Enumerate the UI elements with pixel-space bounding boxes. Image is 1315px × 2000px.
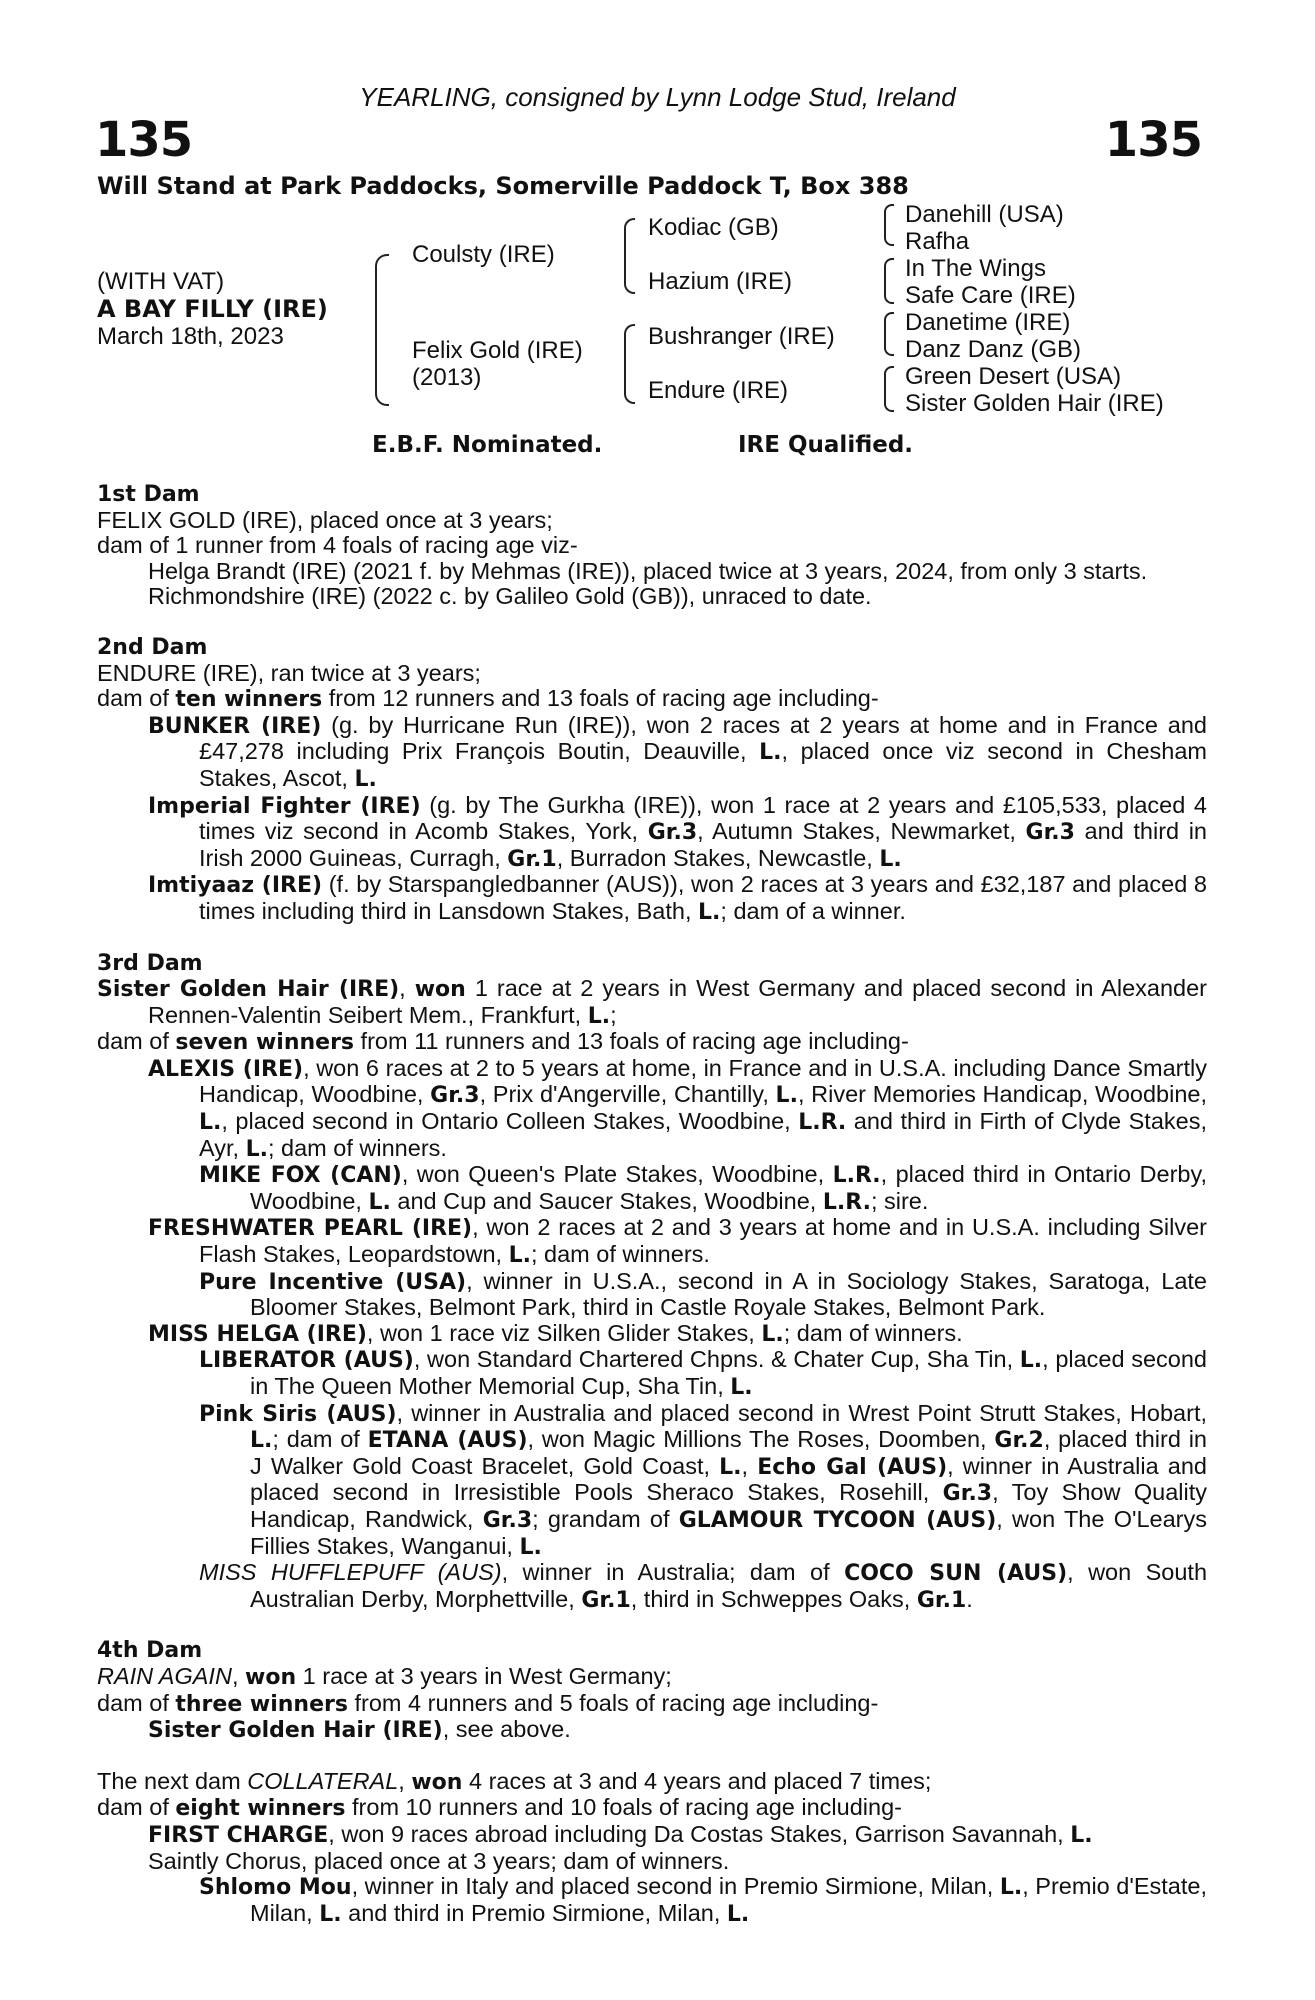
dam-name: Felix Gold (IRE) xyxy=(412,337,583,364)
dam2-runner-imperial: Imperial Fighter (IRE) (g. by The Gurkha (IRE)), won 1 race at 2 years and £105,533, placed 4 times viz second in Acomb Stakes, York, Gr.3, Autumn Stakes, Newmarket, Gr.3 and third in Irish 2000 Guineas, Curragh, Gr.1, Burradon Stakes, Newcastle, L. xyxy=(148,791,1207,872)
dam1-heading: 1st Dam xyxy=(97,482,200,507)
dam4-line1: RAIN AGAIN, won 1 race at 3 years in West Germany; xyxy=(97,1662,672,1690)
brace-ss xyxy=(884,204,894,246)
dam3-runner-liberator: LIBERATOR (AUS), won Standard Chartered Chpns. & Chater Cup, Sha Tin, L., placed second in The Queen Mother Memorial Cup, Sha Tin, L. xyxy=(199,1346,1207,1400)
dam4-heading: 4th Dam xyxy=(97,1638,203,1664)
dam3-line1: Sister Golden Hair (IRE), won 1 race at 2 years in West Germany and placed second in Alexander Rennen-Valentin Seibert Mem., Frankfurt, L.; xyxy=(97,975,1207,1029)
dam3-runner-pinksiris: Pink Siris (AUS), winner in Australia and placed second in Wrest Point Strutt Stakes, Hobart, L.; dam of ETANA (AUS), won Magic Millions The Roses, Doomben, Gr.2, placed third in J Walker Gold Coast Bracelet, Gold Coast, L., Echo Gal (AUS), winner in Australia and placed second in Irresistible Pools Sheraco Stakes, Rosehill, Gr.3, Toy Show Quality Handicap, Randwick, Gr.3; grandam of GLAMOUR TYCOON (AUS), won The O'Learys Fillies Stakes, Wanganui, L. xyxy=(199,1399,1208,1560)
dam3-heading: 3rd Dam xyxy=(97,950,203,976)
sire-dam: Hazium (IRE) xyxy=(648,268,793,295)
brace-dam xyxy=(624,324,635,404)
next-runner-shlomo: Shlomo Mou, winner in Italy and placed second in Premio Sirmione, Milan, L., Premio d'Estate, Milan, L. and third in Premio Sirmione, Milan, L. xyxy=(199,1873,1207,1927)
dam1-line1: FELIX GOLD (IRE), placed once at 3 years; xyxy=(97,506,553,533)
brace-main xyxy=(375,254,389,406)
foaling-date: March 18th, 2023 xyxy=(97,323,284,350)
next-dam-line1: The next dam COLLATERAL, won 4 races at 3 and 4 years and placed 7 times; xyxy=(97,1767,932,1795)
dds: Green Desert (USA) xyxy=(905,363,1122,390)
dam4-runner-sister: Sister Golden Hair (IRE), see above. xyxy=(148,1716,571,1744)
dam3-runner-pure: Pure Incentive (USA), winner in U.S.A., second in A in Sociology Stakes, Saratoga, Late Bloomer Stakes, Belmont Park, third in Castle Royale Stakes, Belmont Park. xyxy=(199,1267,1208,1321)
sdd: Safe Care (IRE) xyxy=(905,282,1076,309)
sss: Danehill (USA) xyxy=(905,201,1064,228)
next-dam-of: dam of eight winners from 10 runners and 10 foals of racing age including- xyxy=(97,1794,902,1822)
dam2-dam-of: dam of ten winners from 12 runners and 13 foals of racing age including- xyxy=(97,685,879,713)
dam3-runner-helga: MISS HELGA (IRE), won 1 race viz Silken Glider Stakes, L.; dam of winners. xyxy=(148,1319,963,1347)
brace-sire xyxy=(624,218,635,294)
ire-note: IRE Qualified. xyxy=(738,432,914,458)
sire-name: Coulsty (IRE) xyxy=(412,241,555,268)
lot-subtitle: YEARLING, consigned by Lynn Lodge Stud, Ireland xyxy=(359,82,956,112)
dam3-runner-freshwater: FRESHWATER PEARL (IRE), won 2 races at 2 and 3 years at home and in U.S.A. including Silver Flash Stakes, Leopardstown, L.; dam of winners. xyxy=(148,1214,1207,1269)
lot-number-right: 135 xyxy=(1104,112,1202,168)
ssd: Rafha xyxy=(905,228,970,255)
dam4-dam-of: dam of three winners from 4 runners and 5 foals of racing age including- xyxy=(97,1689,879,1717)
dam1-foal2: Richmondshire (IRE) (2022 c. by Galileo Gold (GB)), unraced to date. xyxy=(148,583,872,610)
dam3-runner-alexis: ALEXIS (IRE), won 6 races at 2 to 5 years at home, in France and in U.S.A. including Dance Smartly Handicap, Woodbine, Gr.3, Prix d'Angerville, Chantilly, L., River Memories Handicap, Woodbine, L., placed second in Ontario Colleen Stakes, Woodbine, L.R. and third in Firth of Clyde Stakes, Ayr, L.; dam of winners. xyxy=(148,1054,1207,1162)
lot-number-left: 135 xyxy=(95,112,193,168)
brace-sd xyxy=(884,258,894,304)
brace-dd xyxy=(884,366,894,412)
horse-name: A BAY FILLY (IRE) xyxy=(97,295,328,323)
dam3-runner-hufflepuff: MISS HUFFLEPUFF (AUS), winner in Australia; dam of COCO SUN (AUS), won South Australian Derby, Morphettville, Gr.1, third in Schweppes Oaks, Gr.1. xyxy=(199,1559,1208,1613)
vat-label: (WITH VAT) xyxy=(97,268,225,295)
dam-year: (2013) xyxy=(412,364,482,391)
dam1-line2: dam of 1 runner from 4 foals of racing age viz- xyxy=(97,532,578,559)
brace-ds xyxy=(884,312,894,356)
dam2-line1: ENDURE (IRE), ran twice at 3 years; xyxy=(97,659,481,686)
produce-record xyxy=(97,482,1207,1927)
dam2-runner-bunker: BUNKER (IRE) (g. by Hurricane Run (IRE)), won 2 races at 2 years at home and in France and £47,278 including Prix François Boutin, Deauville, L., placed once viz second in Chesham Stakes, Ascot, L. xyxy=(148,711,1207,792)
dam3-runner-mikefox: MIKE FOX (CAN), won Queen's Plate Stakes, Woodbine, L.R., placed third in Ontario Derby, Woodbine, L. and Cup and Saucer Stakes, Woodbine, L.R.; sire. xyxy=(199,1161,1208,1215)
sds: In The Wings xyxy=(905,255,1046,282)
stand-location: Will Stand at Park Paddocks, Somerville Paddock T, Box 388 xyxy=(97,172,909,200)
next-runner-firstcharge: FIRST CHARGE, won 9 races abroad including Da Costas Stakes, Garrison Savannah, L. xyxy=(148,1820,1093,1848)
next-runner-saintly: Saintly Chorus, placed once at 3 years; dam of winners. xyxy=(148,1847,730,1874)
dam2-heading: 2nd Dam xyxy=(97,634,208,660)
ebf-note: E.B.F. Nominated. xyxy=(372,432,603,458)
dam-sire: Bushranger (IRE) xyxy=(648,323,835,350)
dss: Danetime (IRE) xyxy=(905,309,1071,336)
sire-sire: Kodiac (GB) xyxy=(648,214,779,241)
dam-dam: Endure (IRE) xyxy=(648,377,789,404)
dsd: Danz Danz (GB) xyxy=(905,336,1082,363)
dam2-runner-imtiyaaz: Imtiyaaz (IRE) (f. by Starspangledbanner (AUS)), won 2 races at 3 years and £32,187 and placed 8 times including third in Lansdown Stakes, Bath, L.; dam of a winner. xyxy=(148,871,1207,925)
dam3-dam-of: dam of seven winners from 11 runners and 13 foals of racing age including- xyxy=(97,1028,909,1056)
dam1-foal1: Helga Brandt (IRE) (2021 f. by Mehmas (IRE)), placed twice at 3 years, 2024, from only 3 starts. xyxy=(148,557,1148,584)
ddd: Sister Golden Hair (IRE) xyxy=(905,390,1164,417)
